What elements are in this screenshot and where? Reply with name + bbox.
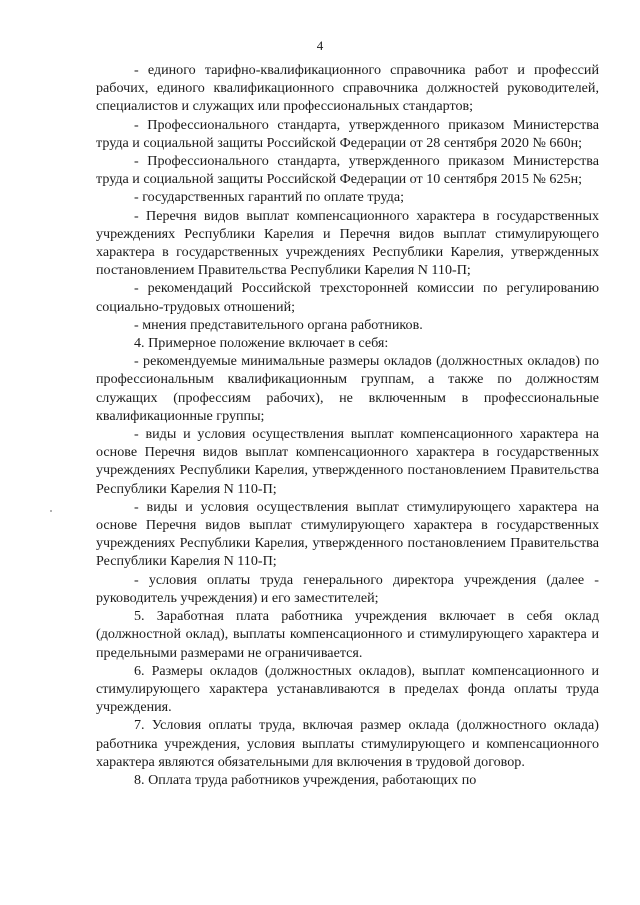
paragraph: - рекомендуемые минимальные размеры окладов (должностных окладов) по профессиональным квалификационным группам, а также по должностям служащих (профессиям рабочих), не включенным в профессиональные квалификационные группы; — [96, 353, 599, 424]
paragraph: - рекомендаций Российской трехсторонней комиссии по регулированию социально-трудовых отношений; — [96, 280, 599, 315]
paragraph: - государственных гарантий по оплате труда; — [134, 189, 405, 206]
paragraph: - виды и условия осуществления выплат компенсационного характера на основе Перечня видов выплат компенсационного характера в государственных учреждениях Республики Карелия, утвержденного постановлением Правительства Республики Карелия N 110-П; — [96, 426, 599, 497]
paragraph: 7. Условия оплаты труда, включая размер оклада (должностного оклада) работника учреждения, условия выплаты стимулирующего и компенсационного характера являются обязательными для включения в трудовой договор. — [96, 717, 599, 770]
paragraph: - виды и условия осуществления выплат стимулирующего характера на основе Перечня видов выплат стимулирующего характера в государственных учреждениях Республики Карелия, утвержденного постановлением Правительства Республики Карелия N 110-П; — [96, 498, 599, 570]
paragraph: 4. Примерное положение включает в себя: — [134, 335, 389, 352]
paragraph: 8. Оплата труда работников учреждения, работающих по — [134, 771, 477, 788]
paragraph: - Профессионального стандарта, утвержденного приказом Министерства труда и социальной защиты Российской Федерации от 10 сентября 2015 № 625н; — [96, 153, 599, 188]
paragraph: - условия оплаты труда генерального директора учреждения (далее - руководитель учреждения) и его заместителей; — [96, 571, 599, 606]
document-body — [96, 61, 599, 789]
scan-speck — [50, 510, 52, 512]
paragraph: 5. Заработная плата работника учреждения включает в себя оклад (должностной оклад), выплаты компенсационного и стимулирующего характера и предельными размерами не ограничивается. — [96, 608, 599, 661]
paragraph: - мнения представительного органа работников. — [134, 316, 423, 333]
page-number: 4 — [316, 38, 324, 53]
paragraph: - Профессионального стандарта, утвержденного приказом Министерства труда и социальной защиты Российской Федерации от 28 сентября 2020 № 660н; — [96, 116, 599, 151]
paragraph: - единого тарифно-квалификационного справочника работ и профессий рабочих, единого квалификационного справочника должностей руководителей, специалистов и служащих или профессиональных стандартов; — [96, 62, 599, 115]
paragraph: - Перечня видов выплат компенсационного характера в государственных учреждениях Республики Карелия и Перечня видов выплат стимулирующего характера в государственных учреждениях Республики Карелия, утвержденных постановлением Правительства Республики Карелия N 110-П; — [96, 207, 599, 279]
paragraph: 6. Размеры окладов (должностных окладов), выплат компенсационного и стимулирующего характера устанавливаются в пределах фонда оплаты труда учреждения. — [96, 662, 599, 716]
